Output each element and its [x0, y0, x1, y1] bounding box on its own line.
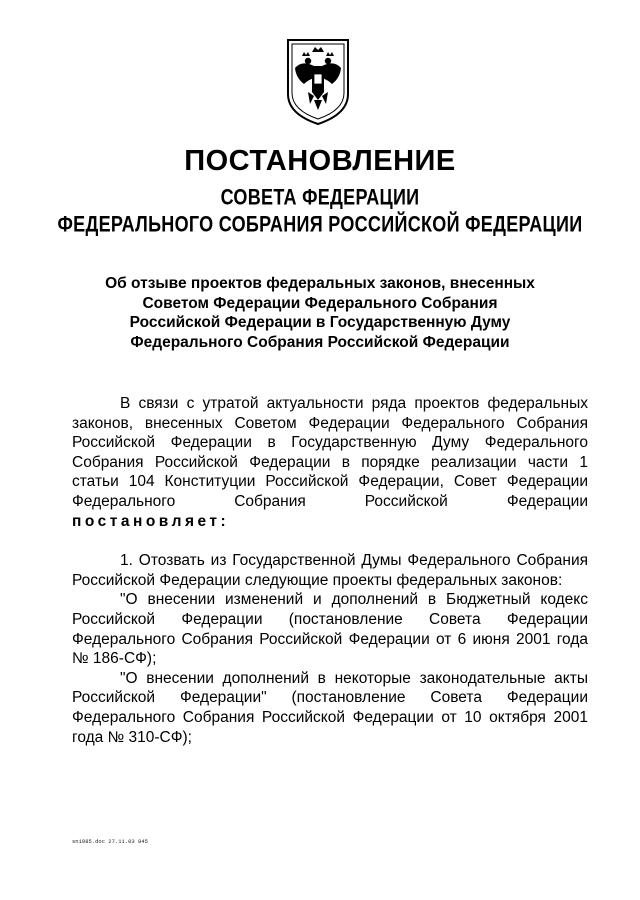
document-body — [72, 394, 588, 747]
file-reference: sn1985.doc 27.11.03 845 — [72, 838, 148, 845]
issuing-body-line2: ФЕДЕРАЛЬНОГО СОБРАНИЯ РОССИЙСКОЙ ФЕДЕРАЦИИ — [57, 211, 583, 237]
document-title: ПОСТАНОВЛЕНИЕ — [184, 145, 456, 177]
bill-item: "О внесении изменений и дополнений в Бюджетный кодекс Российской Федерации (постановление Совета Федерации Федерального Собрания Российской Федерации от 6 июня 2001 года № 186-СФ); — [72, 591, 588, 668]
bill-item: "О внесении дополнений в некоторые законодательные акты Российской Федерации" (постановление Совета Федерации Федерального Собрания Российской Федерации от 10 октября 2001 года № 310-СФ); — [72, 669, 588, 746]
subject-line: Федерального Собрания Российской Федерации — [130, 333, 510, 351]
preamble-paragraph: В связи с утратой актуальности ряда проектов федеральных законов, внесенных Советом Федерации Федерального Собрания Российской Федерации в Государственную Думу Федерального Собрания Российской Федерации в порядке реализации части 1 статьи 104 Конституции Российской Федерации, Совет Федерации Федерального Собрания Российской Федерации — [72, 395, 588, 510]
subject-line: Советом Федерации Федерального Собрания — [142, 294, 498, 312]
document-subject — [60, 274, 580, 352]
russian-coat-of-arms-icon — [284, 34, 352, 126]
point-1-paragraph: 1. Отозвать из Государственной Думы Федерального Собрания Российской Федерации следующие проекты федеральных законов: — [72, 552, 588, 589]
resolves-clause: постановляет: — [72, 512, 230, 530]
issuing-body-line1: СОВЕТА ФЕДЕРАЦИИ — [220, 184, 420, 210]
subject-line: Российской Федерации в Государственную Думу — [129, 314, 511, 331]
subject-line: Об отзыве проектов федеральных законов, внесенных — [105, 275, 535, 292]
